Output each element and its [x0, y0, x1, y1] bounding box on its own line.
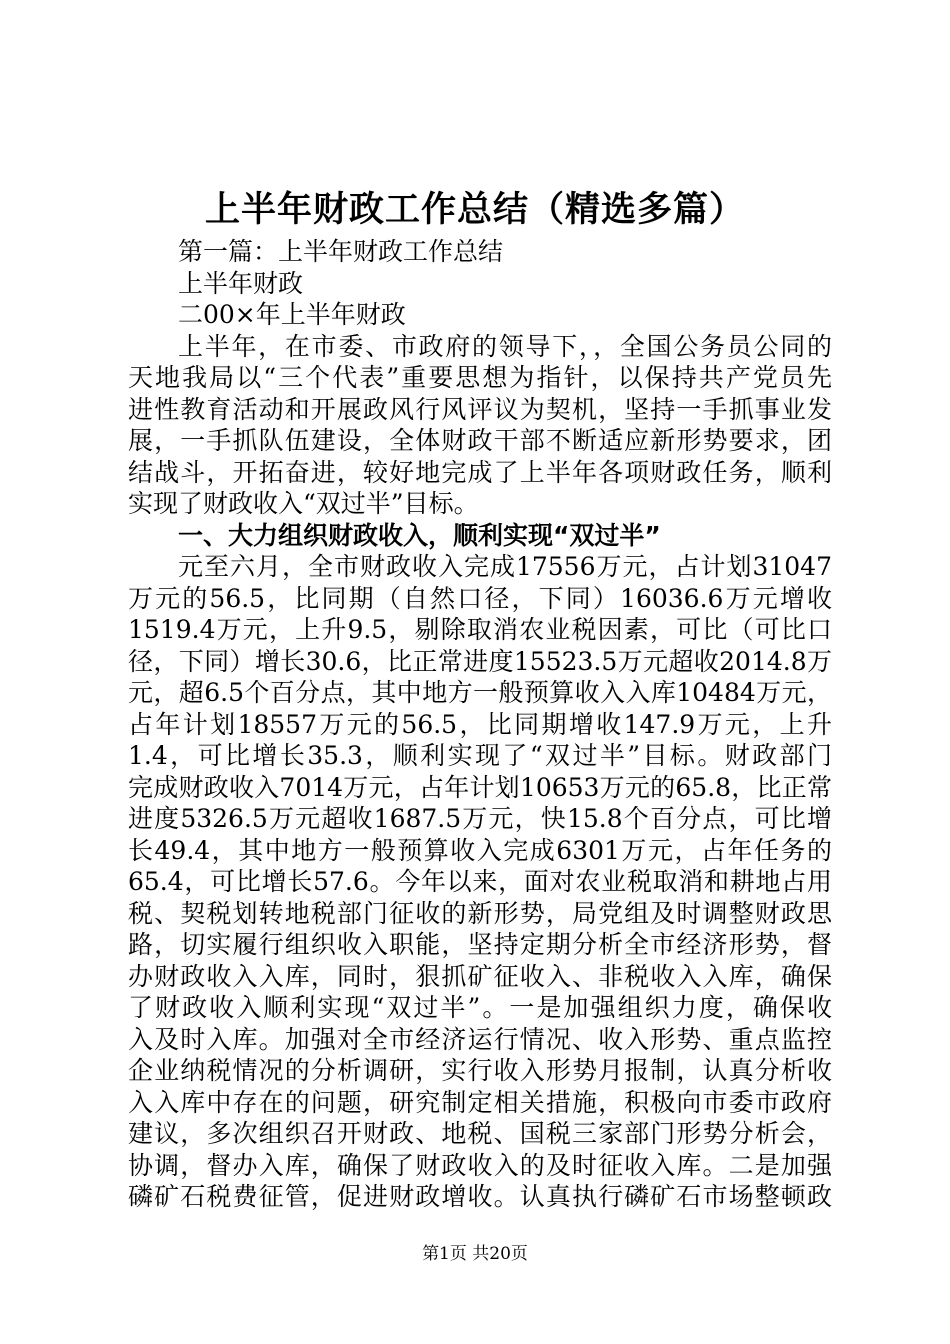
body-text-line: 展，一手抓队伍建设，全体财政干部不断适应新形势要求，团 [128, 426, 832, 455]
body-text-line: 入及时入库。加强对全市经济运行情况、收入形势、重点监控 [128, 1024, 832, 1054]
body-text-line: 二00×年上半年财政 [178, 300, 406, 329]
body-text-line: 长49.4，其中地方一般预算收入完成6301万元，占年任务的 [128, 835, 832, 865]
body-text-line: 了财政收入顺利实现“双过半”。一是加强组织力度，确保收 [128, 993, 832, 1022]
body-text-line: 径，下同）增长30.6，比正常进度15523.5万元超收2014.8万 [128, 646, 832, 676]
body-text-line: 天地我局以“三个代表”重要思想为指针，以保持共产党员先 [128, 363, 832, 392]
body-text-line: 元，超6.5个百分点，其中地方一般预算收入入库10484万元， [128, 678, 832, 707]
body-text-line: 进性教育活动和开展政风行风评议为契机，坚持一手抓事业发 [128, 394, 832, 424]
body-text-line: 万元的56.5，比同期（自然口径，下同）16036.6万元增收 [128, 583, 832, 613]
body-text-line: 实现了财政收入“双过半”目标。 [128, 489, 479, 518]
body-text-line: 建议，多次组织召开财政、地税、国税三家部门形势分析会， [128, 1119, 832, 1148]
section-heading: 一、大力组织财政收入，顺利实现“双过半” [178, 520, 661, 550]
body-text-line: 企业纳税情况的分析调研，实行收入形势月报制，认真分析收 [128, 1056, 832, 1085]
body-text-line: 进度5326.5万元超收1687.5万元，快15.8个百分点，可比增 [128, 804, 832, 833]
body-text-line: 税、契税划转地税部门征收的新形势，局党组及时调整财政思 [128, 898, 832, 928]
body-text-line: 元至六月，全市财政收入完成17556万元，占计划31047 [178, 552, 832, 581]
body-text-line: 1.4，可比增长35.3，顺利实现了“双过半”目标。财政部门 [128, 741, 832, 770]
body-text-line: 上半年，在市委、市政府的领导下，，全国公务员公同的 [178, 331, 832, 361]
document-title: 上半年财政工作总结（精选多篇） [204, 190, 745, 230]
body-text-line: 办财政收入入库，同时，狠抓矿征收入、非税收入入库，确保 [128, 961, 832, 991]
document-body [128, 236, 832, 1213]
body-text-line: 上半年财政 [178, 268, 304, 298]
body-text-line: 完成财政收入7014万元，占年计划10653万元的65.8，比正常 [128, 772, 832, 802]
body-text-line: 1519.4万元，上升9.5，剔除取消农业税因素，可比（可比口 [128, 615, 832, 644]
body-text-line: 占年计划18557万元的56.5，比同期增收147.9万元，上升 [128, 709, 832, 739]
body-text-line: 65.4，可比增长57.6。今年以来，面对农业税取消和耕地占用 [128, 867, 832, 896]
body-text-line: 第一篇：上半年财政工作总结 [178, 237, 504, 266]
body-text-line: 结战斗，开拓奋进，较好地完成了上半年各项财政任务，顺利 [128, 457, 832, 487]
body-text-line: 协调，督办入库，确保了财政收入的及时征收入库。二是加强 [128, 1150, 832, 1180]
body-text-line: 磷矿石税费征管，促进财政增收。认真执行磷矿石市场整顿政 [128, 1182, 832, 1211]
body-text-line: 路，切实履行组织收入职能，坚持定期分析全市经济形势，督 [128, 930, 832, 959]
body-text-line: 入入库中存在的问题，研究制定相关措施，积极向市委市政府 [128, 1087, 832, 1117]
page-footer: 第1页 共20页 [422, 1244, 528, 1264]
